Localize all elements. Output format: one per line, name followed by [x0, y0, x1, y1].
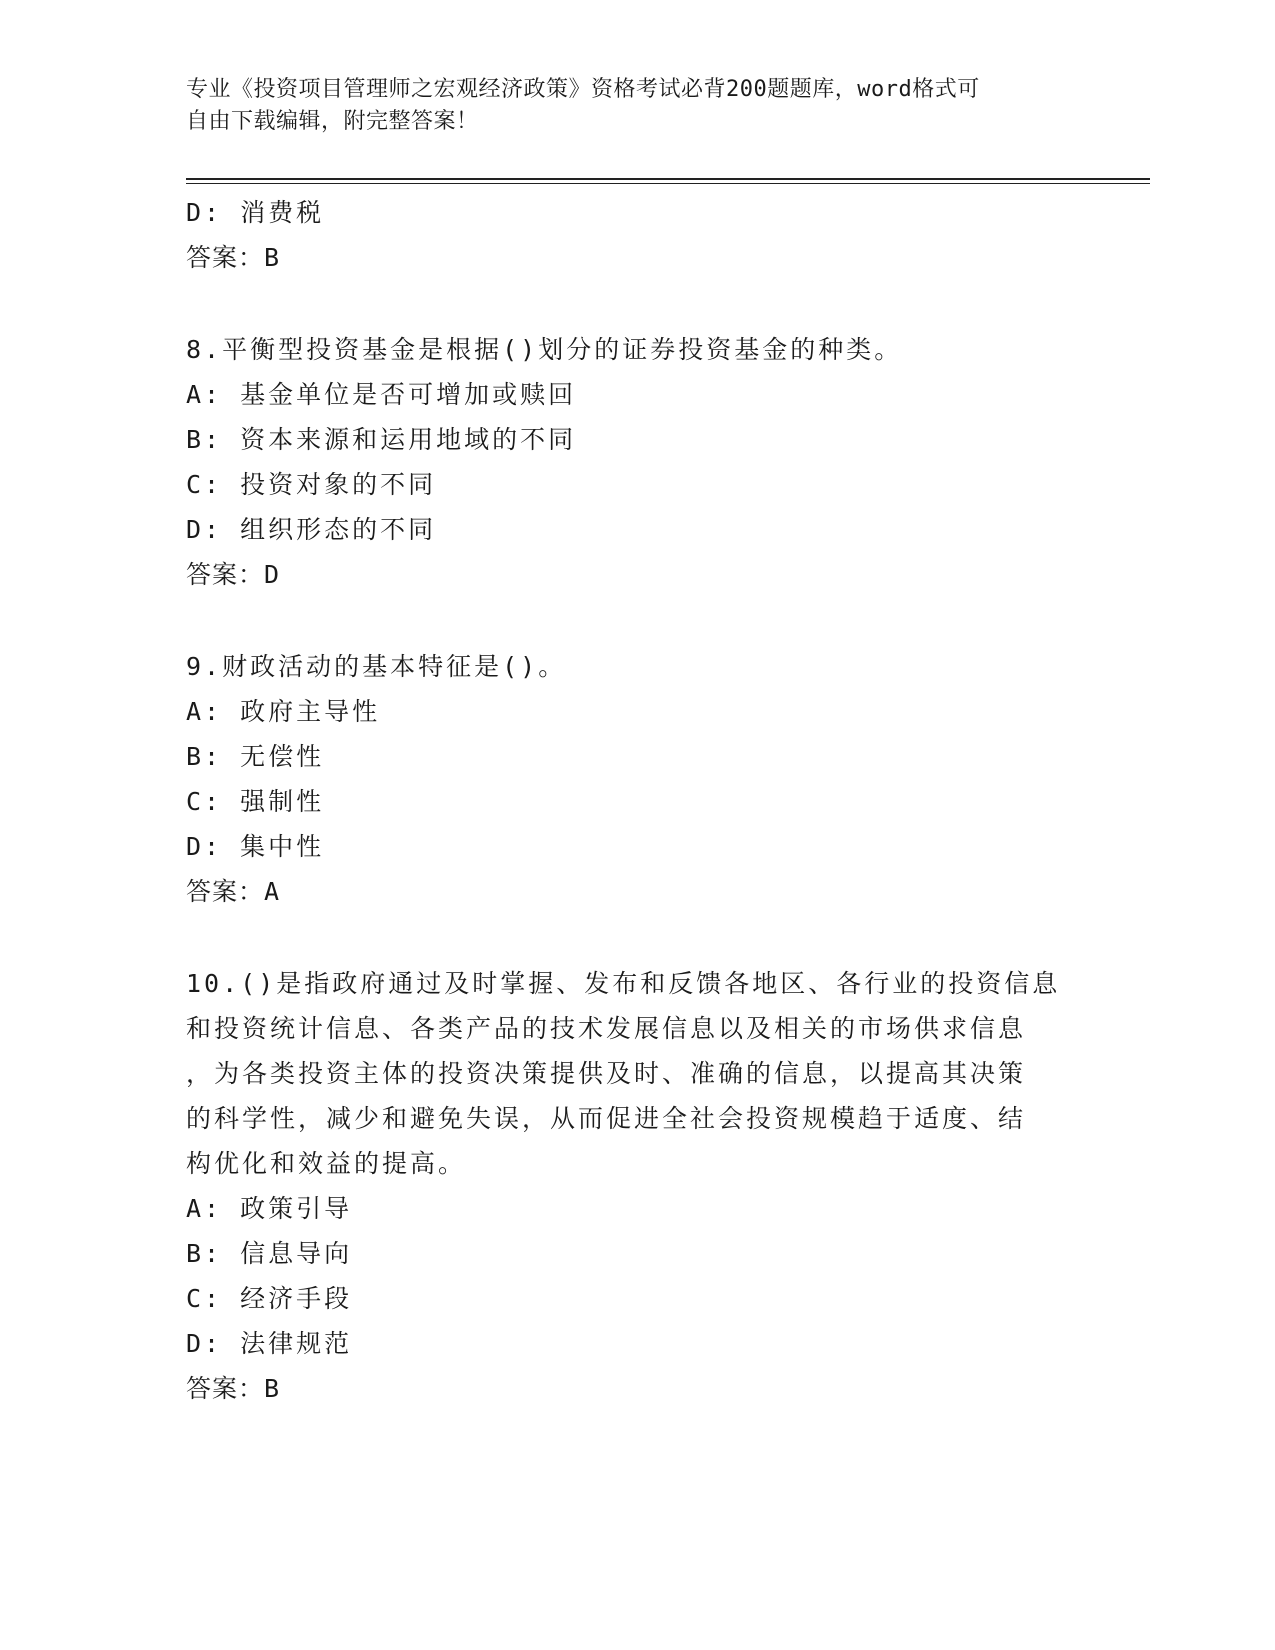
option-a: A: 政策引导	[186, 1194, 353, 1223]
header-divider	[186, 178, 1150, 184]
answer: 答案：B	[186, 1374, 281, 1403]
header-line-2: 自由下载编辑，附完整答案！	[186, 109, 479, 134]
option-d: D: 法律规范	[186, 1329, 353, 1358]
answer: 答案：D	[186, 560, 281, 589]
option-c: C: 强制性	[186, 787, 325, 816]
option-a: A: 基金单位是否可增加或赎回	[186, 380, 577, 409]
option-a: A: 政府主导性	[186, 697, 381, 726]
answer: 答案：A	[186, 877, 281, 906]
question-stem-line-4: 的科学性，减少和避免失误，从而促进全社会投资规模趋于适度、结	[186, 1104, 1027, 1133]
header-line-1: 专业《投资项目管理师之宏观经济政策》资格考试必背200题题库，word格式可	[186, 77, 980, 102]
question-8	[186, 327, 1146, 597]
question-stem: 8.平衡型投资基金是根据()划分的证券投资基金的种类。	[186, 335, 903, 364]
question-stem: 9.财政活动的基本特征是()。	[186, 652, 567, 681]
question-stem-line-2: 和投资统计信息、各类产品的技术发展信息以及相关的市场供求信息	[186, 1014, 1027, 1043]
question-stem-line-5: 构优化和效益的提高。	[186, 1149, 467, 1178]
question-9	[186, 644, 1146, 914]
spacer	[186, 280, 1146, 327]
question-list	[186, 190, 1146, 1411]
option-b: B: 信息导向	[186, 1239, 353, 1268]
question-stem-line-3: ，为各类投资主体的投资决策提供及时、准确的信息，以提高其决策	[186, 1059, 1027, 1088]
spacer	[186, 914, 1146, 961]
spacer	[186, 597, 1146, 644]
option-d: D: 消费税	[186, 198, 325, 227]
option-d: D: 集中性	[186, 832, 325, 861]
option-c: C: 投资对象的不同	[186, 470, 437, 499]
question-10	[186, 961, 1146, 1411]
option-b: B: 资本来源和运用地域的不同	[186, 425, 577, 454]
answer: 答案：B	[186, 243, 281, 272]
option-b: B: 无偿性	[186, 742, 325, 771]
option-c: C: 经济手段	[186, 1284, 353, 1313]
question-stem-line-1: 10.()是指政府通过及时掌握、发布和反馈各地区、各行业的投资信息	[186, 969, 1061, 998]
document-header	[186, 74, 1066, 138]
option-d: D: 组织形态的不同	[186, 515, 437, 544]
